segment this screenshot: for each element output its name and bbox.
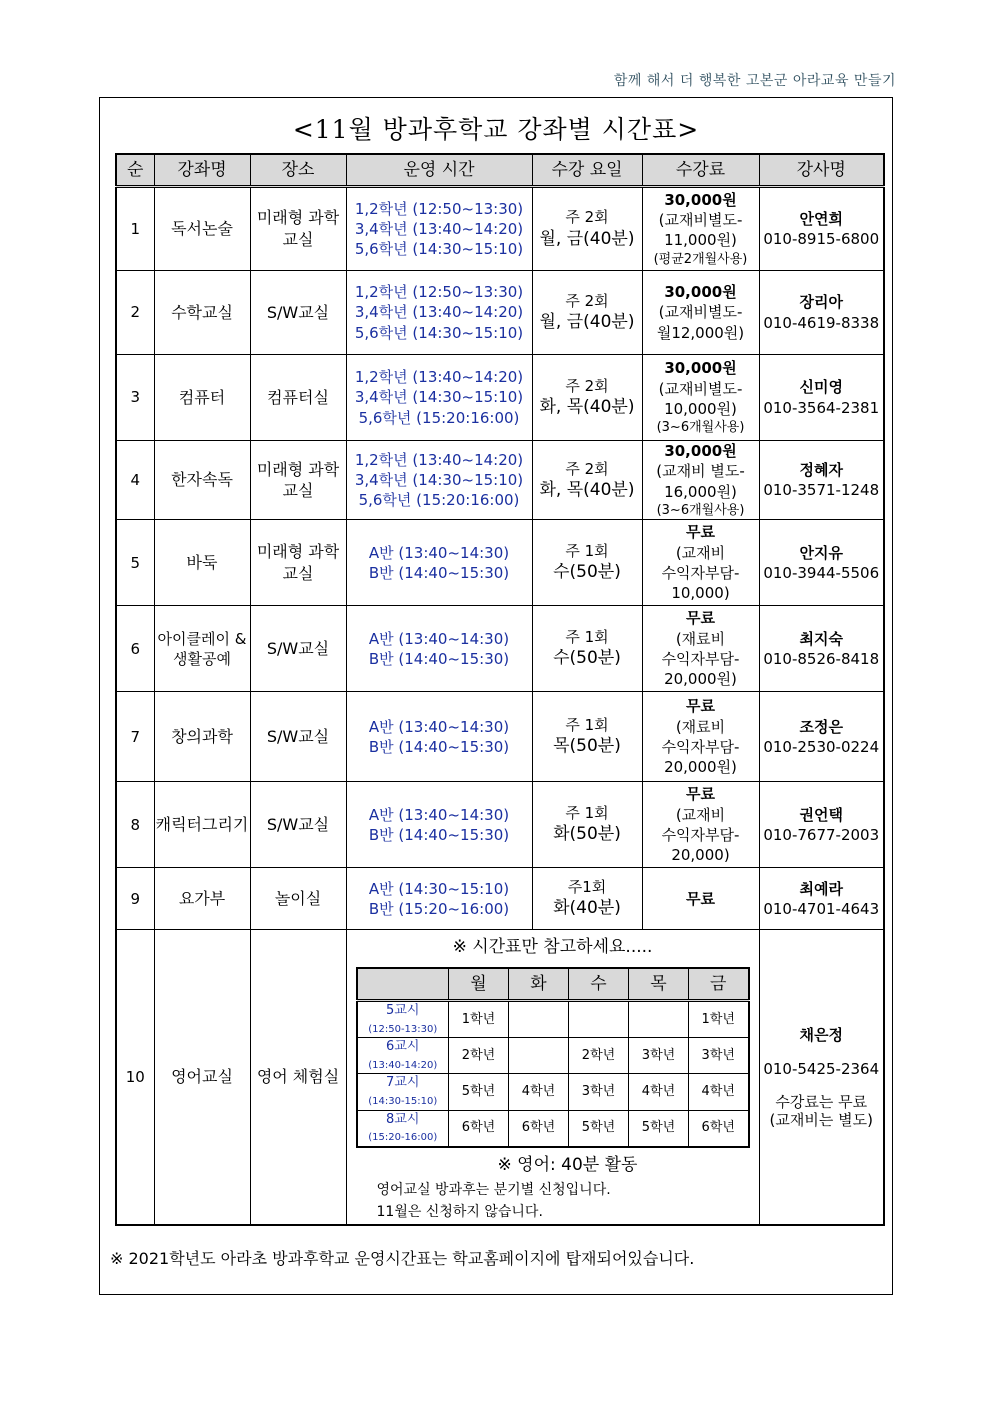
table-row: [116, 520, 884, 606]
fee-detail: 수익자부담-: [661, 563, 740, 582]
teacher-name: 안지유: [799, 543, 843, 562]
course-fee: [642, 520, 759, 606]
table-row: [116, 868, 884, 930]
time-slot: 3,4학년 (13:40~14:20): [354, 303, 524, 322]
timetable-cell: 2학년: [569, 1038, 629, 1074]
time-slot: 5,6학년 (14:30~15:10): [354, 323, 524, 342]
days-frequency: 주 1회: [565, 804, 609, 823]
time-slot: 5,6학년 (14:30~15:10): [354, 240, 524, 259]
time-slot: B반 (15:20~16:00): [368, 899, 510, 918]
teacher-name: 최지숙: [799, 629, 843, 648]
weekday-header: 목: [629, 968, 689, 1001]
row-number: 1: [116, 187, 154, 271]
weekday-header: 수: [569, 968, 629, 1001]
course-times: [346, 692, 532, 782]
fee-detail: 10,000원): [664, 399, 737, 418]
teacher-cell: [759, 692, 884, 782]
english-timetable: [356, 967, 750, 1147]
days-detail: 수(50분): [553, 648, 621, 669]
english-footer: [347, 1152, 759, 1224]
course-place: S/W교실: [250, 271, 346, 355]
english-activity: ※ 영어: 40분 활동: [497, 1154, 638, 1175]
days-frequency: 주 2회: [565, 376, 609, 395]
time-slot: 5,6학년 (15:20:16:00): [358, 491, 520, 510]
teacher-name: 장리아: [799, 293, 843, 312]
time-slot: 3,4학년 (14:30~15:10): [354, 388, 524, 407]
time-slot: A반 (13:40~14:30): [368, 543, 510, 562]
table-header-row: [116, 154, 884, 187]
course-place: 영어 체험실: [250, 930, 346, 1225]
timetable-cell: [509, 1038, 569, 1074]
course-fee: [642, 441, 759, 520]
course-name: 독서논술: [154, 187, 250, 271]
days-frequency: 주 2회: [565, 291, 609, 310]
time-slot: A반 (13:40~14:30): [368, 717, 510, 736]
timetable-header: [357, 968, 749, 1001]
course-fee: [642, 692, 759, 782]
course-name: 창의과학: [154, 692, 250, 782]
timetable-cell: 1학년: [449, 1001, 509, 1038]
time-slot: B반 (14:40~15:30): [368, 563, 510, 582]
footnote: ※ 2021학년도 아라초 방과후학교 운영시간표는 학교홈페이지에 탑재되어있습니다.: [110, 1249, 695, 1268]
course-times: [346, 520, 532, 606]
course-name: 캐릭터그리기: [154, 782, 250, 868]
english-foot-line: 11월은 신청하지 않습니다.: [376, 1204, 543, 1221]
course-place: 컴퓨터실: [250, 355, 346, 441]
fee-detail: (교재비별도-: [658, 211, 743, 230]
row-number: 10: [116, 930, 154, 1225]
fee-detail: (교재비별도-: [658, 303, 743, 322]
teacher-name: 채은정: [799, 1025, 843, 1044]
days-detail: 월, 금(40분): [539, 312, 635, 333]
fee-detail: 월12,000원): [656, 323, 745, 342]
course-fee: [642, 606, 759, 692]
period-label: 7교시 (14:30-15:10): [357, 1074, 449, 1110]
fee-detail: 20,000원): [664, 670, 737, 689]
time-slot: 1,2학년 (13:40~14:20): [354, 450, 524, 469]
teacher-cell: [759, 355, 884, 441]
teacher-cell: [759, 271, 884, 355]
course-fee: [642, 271, 759, 355]
row-number: 8: [116, 782, 154, 868]
row-number: 3: [116, 355, 154, 441]
teacher-phone: 010-4619-8338: [763, 313, 880, 332]
timetable-cell: 5학년: [629, 1110, 689, 1147]
teacher-phone: 010-7677-2003: [763, 825, 880, 844]
course-days: [532, 692, 642, 782]
timetable-cell: 4학년: [689, 1074, 749, 1110]
fee-detail: (교재비별도-: [658, 379, 743, 398]
teacher-name: 최예라: [799, 879, 843, 898]
time-slot: B반 (14:40~15:30): [368, 737, 510, 756]
teacher-phone: 010-8915-6800: [763, 230, 880, 248]
teacher-cell: [759, 606, 884, 692]
time-slot: 3,4학년 (13:40~14:20): [354, 219, 524, 238]
header-cell: 순: [116, 154, 154, 187]
timetable-cell: [569, 1001, 629, 1038]
weekday-header: 화: [509, 968, 569, 1001]
english-schedule-cell: [346, 930, 759, 1225]
period-label: 8교시 (15:20-16:00): [357, 1110, 449, 1147]
header-cell: 운영 시간: [346, 154, 532, 187]
page-title: <11월 방과후학교 강좌별 시간표>: [292, 115, 700, 144]
fee-note: 수강료는 무료: [775, 1093, 868, 1112]
fee-detail: (교재비: [675, 805, 726, 824]
time-slot: 3,4학년 (14:30~15:10): [354, 471, 524, 490]
teacher-cell: [759, 187, 884, 271]
timetable-cell: [509, 1001, 569, 1038]
course-days: [532, 520, 642, 606]
course-fee: [642, 355, 759, 441]
fee-amount: 30,000원: [664, 283, 737, 302]
course-name: 아이클레이 &생활공예: [154, 606, 250, 692]
days-detail: 수(50분): [553, 562, 621, 583]
course-days: [532, 606, 642, 692]
days-detail: 화, 목(40분): [539, 479, 635, 500]
course-days: [532, 271, 642, 355]
teacher-phone: 010-3571-1248: [763, 481, 880, 500]
timetable-cell: 3학년: [629, 1038, 689, 1074]
time-slot: A반 (13:40~14:30): [368, 629, 510, 648]
timetable-cell: 3학년: [689, 1038, 749, 1074]
timetable-cell: [629, 1001, 689, 1038]
teacher-cell: [759, 930, 884, 1225]
course-days: [532, 868, 642, 930]
fee-detail: (3~6개월사용): [656, 502, 745, 518]
fee-detail: (재료비: [675, 717, 726, 736]
course-place: S/W교실: [250, 692, 346, 782]
teacher-name: 조정은: [799, 717, 843, 736]
days-frequency: 주 1회: [565, 628, 609, 647]
course-name: 바둑: [154, 520, 250, 606]
school-slogan: 함께 해서 더 행복한 고본군 아라교육 만들기: [613, 73, 896, 89]
english-foot-line: 영어교실 방과후는 분기별 신청입니다.: [376, 1181, 611, 1198]
teacher-cell: [759, 868, 884, 930]
time-slot: A반 (14:30~15:10): [368, 879, 510, 898]
course-place: 미래형 과학교실: [250, 187, 346, 271]
course-place: 미래형 과학교실: [250, 520, 346, 606]
fee-detail: 20,000): [671, 846, 730, 865]
row-number: 4: [116, 441, 154, 520]
course-place: 놀이실: [250, 868, 346, 930]
days-frequency: 주 1회: [565, 716, 609, 735]
course-times: [346, 271, 532, 355]
fee-amount: 30,000원: [664, 442, 737, 460]
time-slot: 1,2학년 (12:50~13:30): [354, 283, 524, 302]
timetable-row: [357, 1110, 749, 1147]
timetable-corner: [357, 968, 449, 1001]
fee-detail: 11,000원): [664, 231, 737, 250]
days-frequency: 주 2회: [565, 208, 609, 227]
course-days: [532, 187, 642, 271]
fee-note: (교재비는 별도): [769, 1111, 873, 1130]
fee-amount: 무료: [686, 523, 715, 542]
time-slot: B반 (14:40~15:30): [368, 649, 510, 668]
time-slot: 1,2학년 (12:50~13:30): [354, 199, 524, 218]
teacher-phone: 010-3944-5506: [763, 563, 880, 582]
timetable-cell: 6학년: [449, 1110, 509, 1147]
period-label: 5교시 (12:50-13:30): [357, 1001, 449, 1038]
days-detail: 화(50분): [553, 824, 621, 845]
timetable-cell: 5학년: [449, 1074, 509, 1110]
time-slot: 5,6학년 (15:20:16:00): [358, 408, 520, 427]
timetable-cell: 3학년: [569, 1074, 629, 1110]
timetable-cell: 6학년: [689, 1110, 749, 1147]
fee-amount: 무료: [686, 889, 715, 908]
fee-amount: 무료: [686, 697, 715, 716]
timetable-cell: 6학년: [509, 1110, 569, 1147]
teacher-name: 안연희: [799, 209, 843, 228]
row-number: 7: [116, 692, 154, 782]
fee-detail: (재료비: [675, 629, 726, 648]
days-detail: 화(40분): [553, 898, 621, 919]
row-number: 2: [116, 271, 154, 355]
fee-detail: 수익자부담-: [661, 737, 740, 756]
days-frequency: 주 1회: [565, 542, 609, 561]
table-row: [116, 441, 884, 520]
timetable-row: [357, 1074, 749, 1110]
fee-detail: 20,000원): [664, 758, 737, 777]
fee-amount: 무료: [686, 609, 715, 628]
header-cell: 강사명: [759, 154, 884, 187]
course-place: S/W교실: [250, 606, 346, 692]
time-slot: A반 (13:40~14:30): [368, 805, 510, 824]
teacher-cell: [759, 441, 884, 520]
time-slot: B반 (14:40~15:30): [368, 825, 510, 844]
table-row: [116, 692, 884, 782]
fee-detail: 10,000): [671, 584, 730, 603]
weekday-header: 월: [449, 968, 509, 1001]
fee-detail: (3~6개월사용): [656, 420, 745, 436]
course-name: 수학교실: [154, 271, 250, 355]
fee-detail: (교재비: [675, 543, 726, 562]
course-times: [346, 187, 532, 271]
course-times: [346, 868, 532, 930]
fee-detail: (평균2개월사용): [653, 251, 748, 267]
fee-amount: 30,000원: [664, 190, 737, 209]
header-cell: 강좌명: [154, 154, 250, 187]
course-place: 미래형 과학교실: [250, 441, 346, 520]
fee-detail: 16,000원): [664, 482, 737, 501]
teacher-phone: 010-4701-4643: [763, 899, 880, 918]
header-cell: 장소: [250, 154, 346, 187]
course-times: [346, 606, 532, 692]
course-times: [346, 441, 532, 520]
table-row-english: [116, 930, 884, 1225]
row-number: 6: [116, 606, 154, 692]
course-name: 영어교실: [154, 930, 250, 1225]
time-slot: 1,2학년 (13:40~14:20): [354, 368, 524, 387]
timetable-cell: 4학년: [509, 1074, 569, 1110]
course-place: S/W교실: [250, 782, 346, 868]
teacher-phone: 010-5425-2364: [763, 1059, 880, 1078]
days-frequency: 주1회: [567, 878, 607, 897]
row-number: 9: [116, 868, 154, 930]
timetable-cell: 1학년: [689, 1001, 749, 1038]
fee-detail: 수익자부담-: [661, 649, 740, 668]
days-detail: 월, 금(40분): [539, 228, 635, 249]
fee-amount: 무료: [686, 785, 715, 804]
row-number: 5: [116, 520, 154, 606]
course-name: 컴퓨터: [154, 355, 250, 441]
table-row: [116, 782, 884, 868]
period-label: 6교시 (13:40-14:20): [357, 1038, 449, 1074]
table-row: [116, 355, 884, 441]
teacher-name: 권언택: [799, 805, 843, 824]
course-times: [346, 782, 532, 868]
days-detail: 화, 목(40분): [539, 397, 635, 418]
weekday-header: 금: [689, 968, 749, 1001]
schedule-table: [115, 153, 885, 1226]
timetable-cell: 4학년: [629, 1074, 689, 1110]
days-frequency: 주 2회: [565, 459, 609, 478]
header-cell: 수강료: [642, 154, 759, 187]
fee-detail: 수익자부담-: [661, 825, 740, 844]
table-row: [116, 606, 884, 692]
teacher-phone: 010-8526-8418: [763, 649, 880, 668]
teacher-cell: [759, 782, 884, 868]
course-days: [532, 355, 642, 441]
teacher-phone: 010-3564-2381: [763, 398, 880, 417]
teacher-name: 신미영: [799, 378, 843, 397]
fee-detail: (교재비 별도-: [656, 462, 745, 481]
teacher-name: 정혜자: [799, 460, 843, 479]
course-name: 요가부: [154, 868, 250, 930]
english-note: ※ 시간표만 참고하세요.....: [452, 937, 653, 958]
table-row: [116, 271, 884, 355]
course-fee: [642, 868, 759, 930]
course-fee: [642, 782, 759, 868]
course-days: [532, 782, 642, 868]
table-row: [116, 187, 884, 271]
timetable-row: [357, 1001, 749, 1038]
timetable-cell: 2학년: [449, 1038, 509, 1074]
course-name: 한자속독: [154, 441, 250, 520]
course-fee: [642, 187, 759, 271]
teacher-phone: 010-2530-0224: [763, 737, 880, 756]
days-detail: 목(50분): [553, 736, 621, 757]
timetable-cell: 5학년: [569, 1110, 629, 1147]
timetable-row: [357, 1038, 749, 1074]
fee-amount: 30,000원: [664, 359, 737, 378]
course-days: [532, 441, 642, 520]
course-times: [346, 355, 532, 441]
header-cell: 수강 요일: [532, 154, 642, 187]
teacher-cell: [759, 520, 884, 606]
